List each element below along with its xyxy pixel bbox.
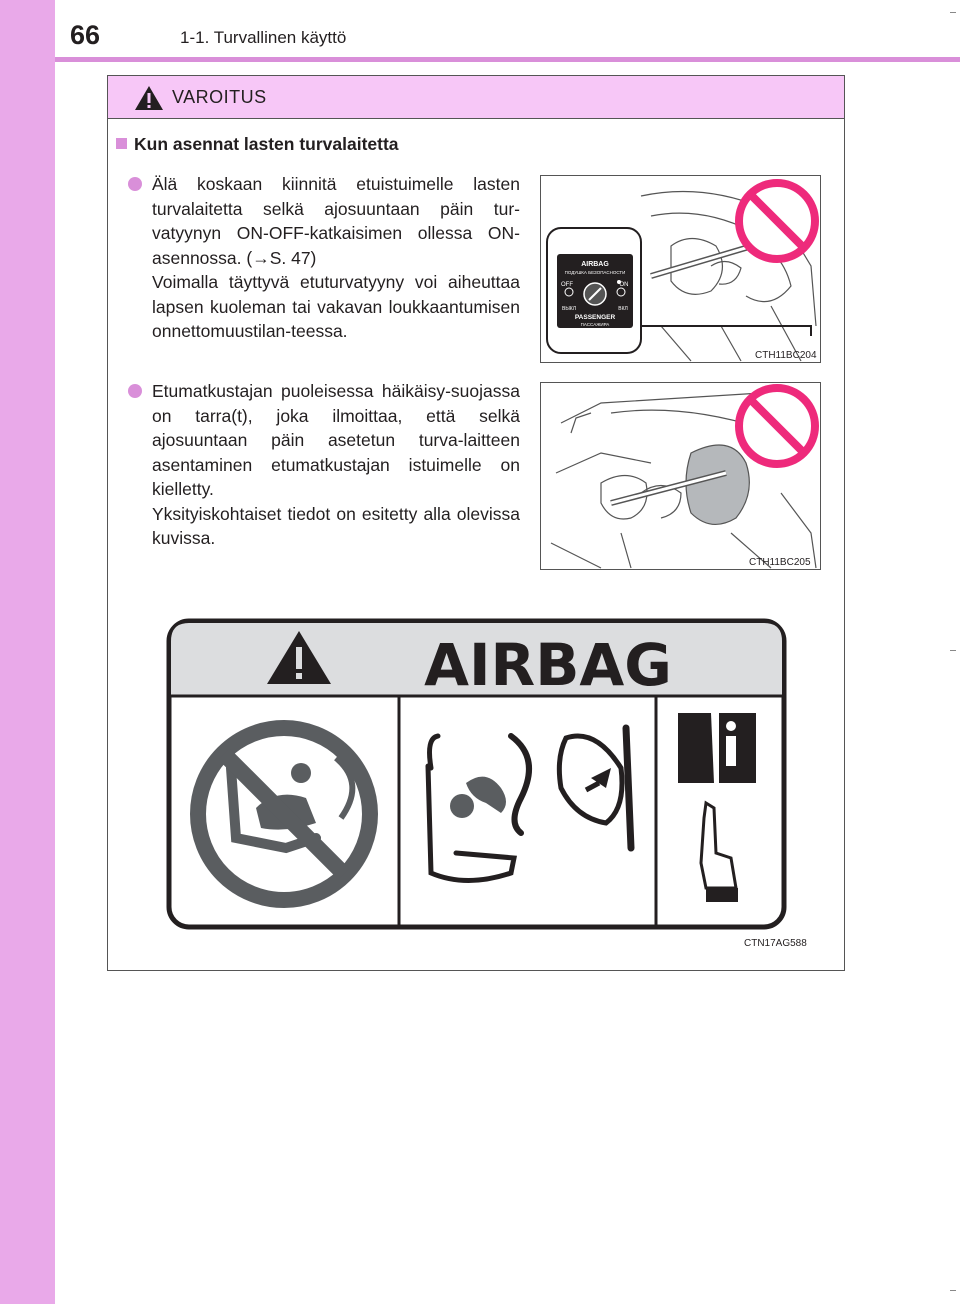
bullet-text: Etumatkustajan puoleisessa häikäisy-suojassa on tarra(t), joka ilmoittaa, että selkä ajosuuntaan päin asetetun turva-laitteen asentaminen etumatkustajan istuimelle on kielletty. — [152, 381, 520, 499]
dashboard-airbag-drawing — [541, 176, 821, 363]
warning-subheading — [116, 134, 399, 155]
round-bullet-icon — [128, 384, 142, 398]
switch-off-label: OFF — [561, 282, 573, 288]
airbag-label-title: AIRBAG — [424, 631, 672, 699]
label-code: CTN17AG588 — [744, 938, 807, 949]
switch-passenger-ru-label: ПАССАЖИРА — [580, 322, 610, 327]
warning-box — [107, 75, 845, 971]
airbag-warning-label — [166, 618, 787, 930]
bullet-item — [128, 379, 520, 551]
illustration-code: CTH11BC204 — [755, 350, 817, 361]
crop-mark — [950, 650, 956, 651]
bullet-text: Älä koskaan kiinnitä etuistuimelle lasten turvalaitetta selkä ajosuuntaan päin tur-vatyynyn ON-OFF-katkaisimen ollessa ON-asennossa. (→S. 47) — [152, 174, 520, 268]
airbag-label-drawing — [166, 618, 787, 930]
switch-title-ru: ПОДУШКА БЕЗОПАСНОСТИ — [564, 270, 626, 275]
subheading-text: Kun asennat lasten turvalaitetta — [134, 134, 399, 154]
page-sidebar-tab — [0, 0, 55, 1304]
warning-label: VAROITUS — [172, 87, 267, 107]
crop-mark — [950, 1290, 956, 1291]
bullet-text: Yksityiskohtaiset tiedot on esitetty alla olevissa kuvissa. — [152, 503, 520, 548]
header-rule — [55, 57, 960, 62]
section-title: 1-1. Turvallinen käyttö — [180, 28, 347, 47]
round-bullet-icon — [128, 177, 142, 191]
airbag-deploy-drawing — [541, 383, 821, 570]
switch-passenger-label: PASSENGER — [574, 314, 616, 321]
square-bullet-icon — [116, 138, 127, 149]
switch-on-label: ON — [619, 282, 629, 288]
crop-mark — [950, 12, 956, 13]
illustration-airbag-deploy — [540, 382, 821, 570]
page-number: 66 — [70, 20, 101, 50]
warning-header — [108, 76, 844, 119]
illustration-airbag-switch — [540, 175, 821, 363]
bullet-text: Voimalla täyttyvä etuturvatyyny voi aiheuttaa lapsen kuoleman tai vakavan loukkaantumisen onnettomuustilan-teessa. — [152, 272, 520, 341]
switch-off-ru-label: ВЫКЛ — [562, 306, 576, 312]
switch-title: AIRBAG — [581, 261, 609, 268]
switch-on-ru-label: ВКЛ — [618, 306, 628, 312]
bullet-item — [128, 172, 520, 344]
illustration-code: CTH11BC205 — [749, 557, 811, 568]
warning-triangle-icon — [134, 85, 164, 111]
